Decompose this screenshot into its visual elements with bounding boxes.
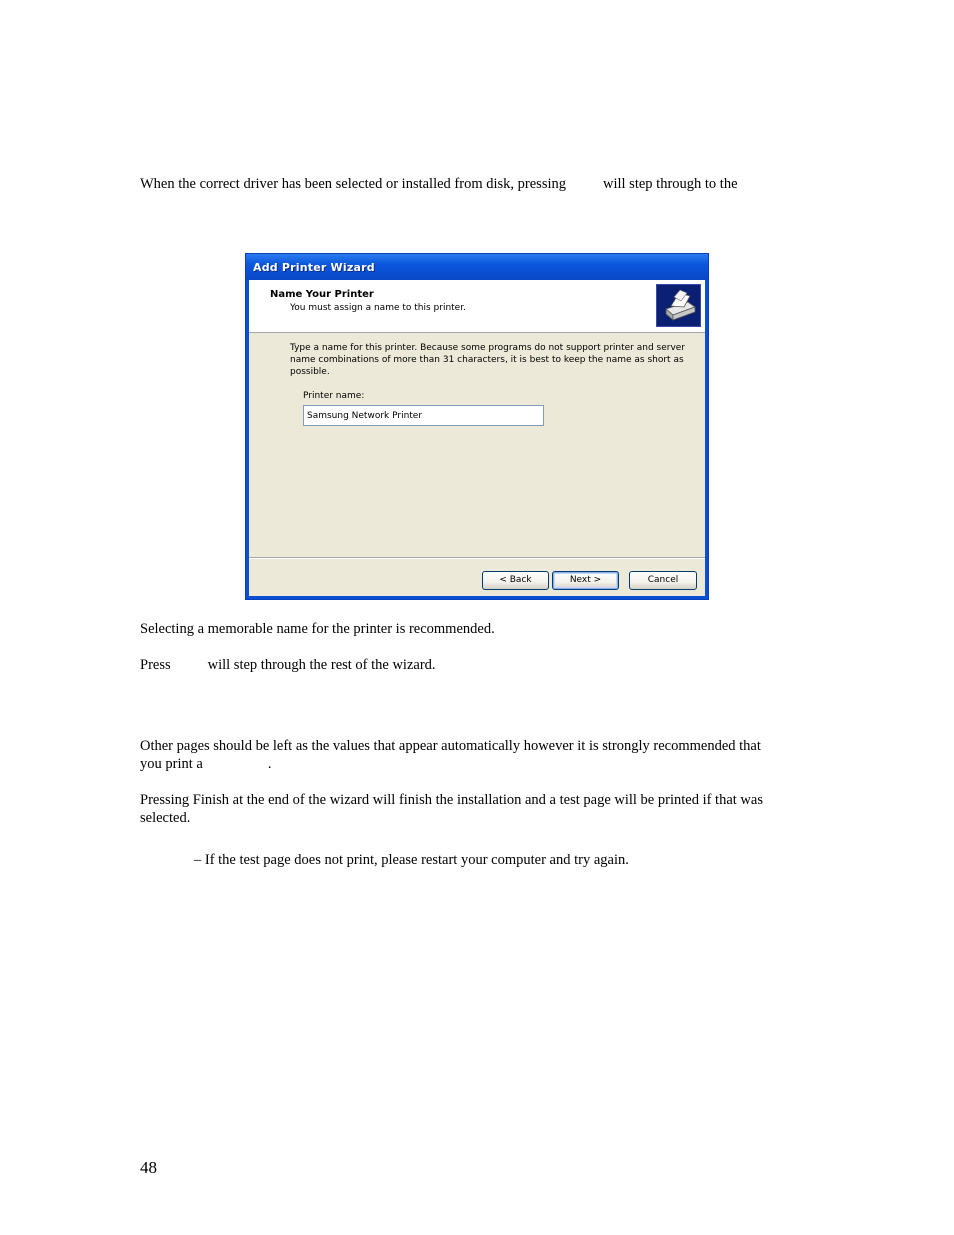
- wizard-header: [249, 280, 705, 333]
- page-number: 48: [140, 1158, 157, 1177]
- paragraph-press-next-part2: will step through the rest of the wizard.: [207, 657, 436, 673]
- paragraph-other-pages-line2: [140, 755, 271, 773]
- paragraph-press-next: [140, 656, 436, 674]
- note-test-page: – If the test page does not print, please restart your computer and try again.: [194, 852, 629, 868]
- paragraph-finish-line1: Pressing Finish at the end of the wizard will finish the installation and a test page will be printed if that was: [140, 792, 763, 808]
- wizard-header-subtitle: You must assign a name to this printer.: [290, 303, 466, 313]
- wizard-instructions: Type a name for this printer. Because some programs do not support printer and server name combinations of more than 31 characters, it is best to keep the name as short as possible.: [290, 343, 686, 377]
- printer-name-label: Printer name:: [303, 391, 365, 401]
- paragraph-finish-line2: selected.: [140, 810, 191, 826]
- paragraph-other-pages-line2-part1: you print a: [140, 756, 203, 772]
- back-button[interactable]: < Back: [482, 571, 549, 590]
- wizard-client-area: [249, 280, 705, 596]
- paragraph-other-pages-line2-part2: .: [267, 756, 272, 772]
- paragraph-memorable-name: Selecting a memorable name for the printer is recommended.: [140, 621, 495, 637]
- next-button[interactable]: Next >: [552, 571, 619, 590]
- add-printer-wizard-window: [245, 253, 709, 600]
- printer-icon: [656, 284, 701, 327]
- paragraph-press-next-part1: Press: [140, 657, 171, 673]
- wizard-title-bar: Add Printer Wizard: [246, 254, 708, 280]
- paragraph-driver-selected: [140, 175, 738, 193]
- printer-name-input[interactable]: [303, 405, 544, 426]
- wizard-separator: [249, 557, 705, 559]
- cancel-button[interactable]: Cancel: [629, 571, 697, 590]
- paragraph-driver-selected-part1: When the correct driver has been selected or installed from disk, pressing: [140, 176, 566, 192]
- wizard-header-title: Name Your Printer: [270, 289, 374, 300]
- paragraph-driver-selected-part2: will step through to the: [603, 176, 738, 192]
- paragraph-other-pages-line1: Other pages should be left as the values that appear automatically however it is strongly recommended that: [140, 738, 761, 754]
